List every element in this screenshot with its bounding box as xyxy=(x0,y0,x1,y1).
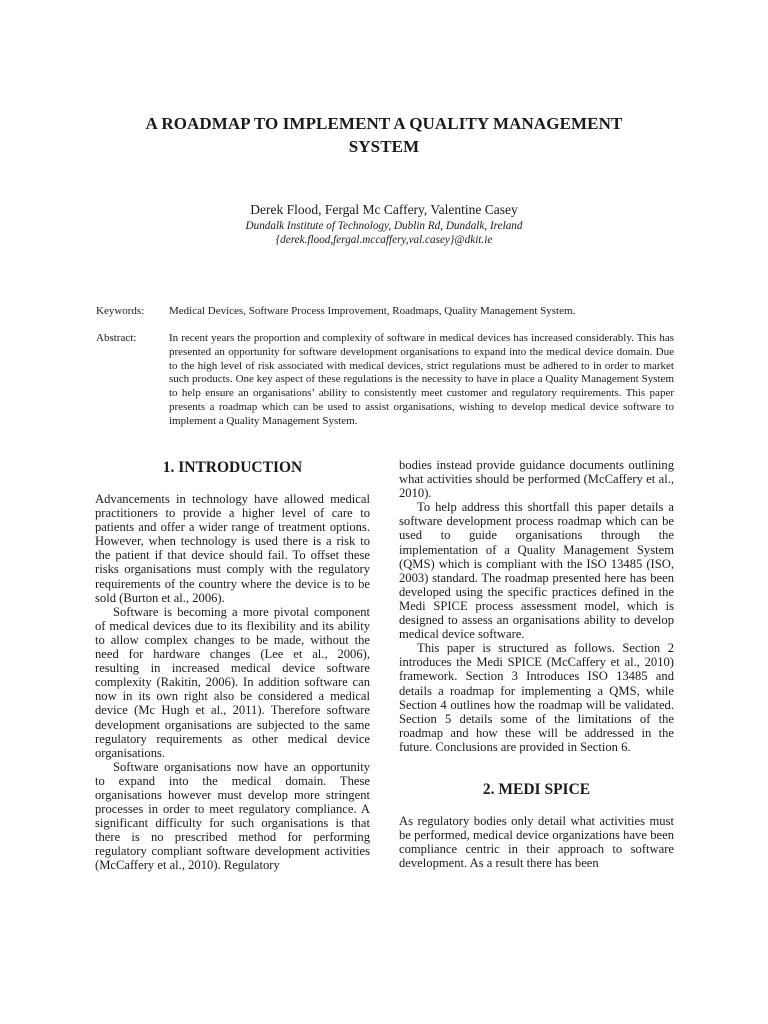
paragraph: bodies instead provide guidance documents outlining what activities should be performed (McCaffery et al., 2010). xyxy=(399,458,674,501)
paragraph: As regulatory bodies only detail what activities must be performed, medical device organizations have been compliance centric in their approach to software development. As a result there has been xyxy=(399,813,674,871)
section-heading-medi-spice: 2. MEDI SPICE xyxy=(482,780,591,798)
abstract-text: In recent years the proportion and complexity of software in medical devices has increased considerably. This has presented an opportunity for software development organisations to expand into the medical device domain. Due to the high level of risk associated with medical devices, strict regulations must be adhered to in order to market such products. One key aspect of these regulations is the necessity to have in place a Quality Management System to help ensure an organisations’ ability to consistently meet customer and regulatory requirements. This paper presents a roadmap which can be used to assist organisations, wishing to develop medical device software to implement a Quality Management System. xyxy=(169,332,674,427)
section-heading-introduction: 1. INTRODUCTION xyxy=(162,459,303,476)
left-column xyxy=(95,458,370,873)
authors: Derek Flood, Fergal Mc Caffery, Valentine Casey xyxy=(250,202,518,217)
paper-title xyxy=(90,112,678,158)
paragraph: Advancements in technology have allowed medical practitioners to provide a higher level of care to patients and offer a wider range of treatment options. However, when technology is used there is a risk to the patient if that device should fail. To offset these risks organisations must comply with the regulatory requirements of the country where the device is to be sold (Burton et al., 2006). xyxy=(95,492,370,605)
paragraph: Software organisations now have an opportunity to expand into the medical domain. These organisations however must develop more stringent processes in order to meet regulatory compliance. A significant difficulty for such organisations is that there is no prescribed method for performing regulatory compliant software development activities (McCaffery et al., 2010). Regulatory xyxy=(95,759,370,873)
keywords-label: Keywords: xyxy=(96,305,145,317)
paragraph: This paper is structured as follows. Section 2 introduces the Medi SPICE (McCaffery et al., 2010) framework. Section 3 Introduces ISO 13485 and details a roadmap for implementing a QMS, while Section 4 outlines how the roadmap will be validated. Section 5 details some of the limitations of the roadmap and how these will be addressed in the future. Conclusions are provided in Section 6. xyxy=(399,641,674,754)
paragraph: To help address this shortfall this paper details a software development process roadmap which can be used to guide organisations through the implementation of a Quality Management System (QMS) which is compliant with the ISO 13485 (ISO, 2003) standard. The roadmap presented here has been developed using the specific practices defined in the Medi SPICE process assessment model, which is designed to assess an organisations ability to develop medical device software. xyxy=(399,500,674,642)
paragraph: Software is becoming a more pivotal component of medical devices due to its flexibility and its ability to allow complex changes to be made, without the need for hardware changes (Lee et al., 2006), resulting in increased medical device software complexity (Rakitin, 2006). In addition software can now in its own right also be considered a medical device (Mc Hugh et al., 2011). Therefore software development organisations are subjected to the same regulatory requirements as other medical device organisations. xyxy=(95,604,370,760)
title-line-2: SYSTEM xyxy=(348,137,420,156)
affiliation-block xyxy=(90,219,678,247)
right-column xyxy=(399,458,674,870)
author-emails: {derek.flood,fergal.mccaffery,val.casey}@dkit.ie xyxy=(275,234,493,246)
abstract-label: Abstract: xyxy=(96,332,137,344)
affiliation: Dundalk Institute of Technology, Dublin Rd, Dundalk, Ireland xyxy=(245,220,523,232)
keywords-text: Medical Devices, Software Process Improvement, Roadmaps, Quality Management System. xyxy=(169,305,576,317)
title-line-1: A ROADMAP TO IMPLEMENT A QUALITY MANAGEMENT xyxy=(145,114,623,133)
